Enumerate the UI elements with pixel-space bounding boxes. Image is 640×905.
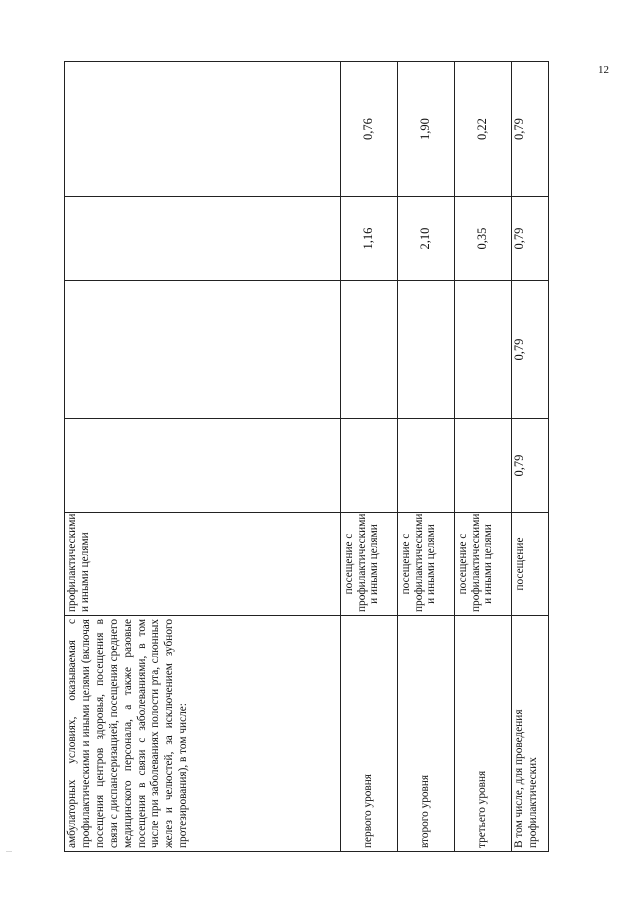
row-unit: посещение с профилактическими и иными целями [341,513,398,616]
row-value-3 [65,419,341,513]
row-unit: посещение с профилактическими и иными целями [398,513,455,616]
rotated-table [64,62,548,852]
row-name: третьего уровня [455,616,512,852]
document-table-area [64,62,548,852]
row-name: первого уровня [341,616,398,852]
row-value-4 [455,281,512,419]
row-value-5: 1,16 [341,197,398,281]
row-value-6: 0,76 [341,62,398,197]
row-value-4 [398,281,455,419]
table-row [65,62,341,852]
row-value-5: 2,10 [398,197,455,281]
table-row [341,62,398,852]
row-value-4 [65,281,341,419]
row-value-6: 0,22 [455,62,512,197]
row-unit: профилактическими и иными целями [65,513,341,616]
row-value-3 [341,419,398,513]
table-row [455,62,512,852]
row-value-4 [341,281,398,419]
row-name: В том числе, для проведения профилактических [512,616,549,852]
row-value-6: 0,79 [512,62,549,197]
row-value-5: 0,79 [512,197,549,281]
margin-mark: ... [6,845,12,854]
row-value-5: 0,35 [455,197,512,281]
row-unit: посещение [512,513,549,616]
row-unit: посещение с профилактическими и иными целями [455,513,512,616]
page-number: 12 [598,64,609,76]
row-value-6 [65,62,341,197]
row-value-6: 1,90 [398,62,455,197]
row-value-5 [65,197,341,281]
row-value-3 [455,419,512,513]
row-value-3: 0,79 [512,419,549,513]
table-row [512,62,549,852]
row-name: амбулаторных условиях, оказываемая с профилактическими и иными целями (включая посещения центров здоровья, посещения в связи с диспансеризацией, посещения среднего медицинского персонала, а также разовые посещения в связи с заболеваниями, в том числе при заболеваниях полости рта, слюнных желез и челюстей, за исключением зубного протезирования), в том числе: [65,616,341,852]
normatives-table [64,61,549,852]
row-name: второго уровня [398,616,455,852]
table-row [398,62,455,852]
row-value-4: 0,79 [512,281,549,419]
row-value-3 [398,419,455,513]
